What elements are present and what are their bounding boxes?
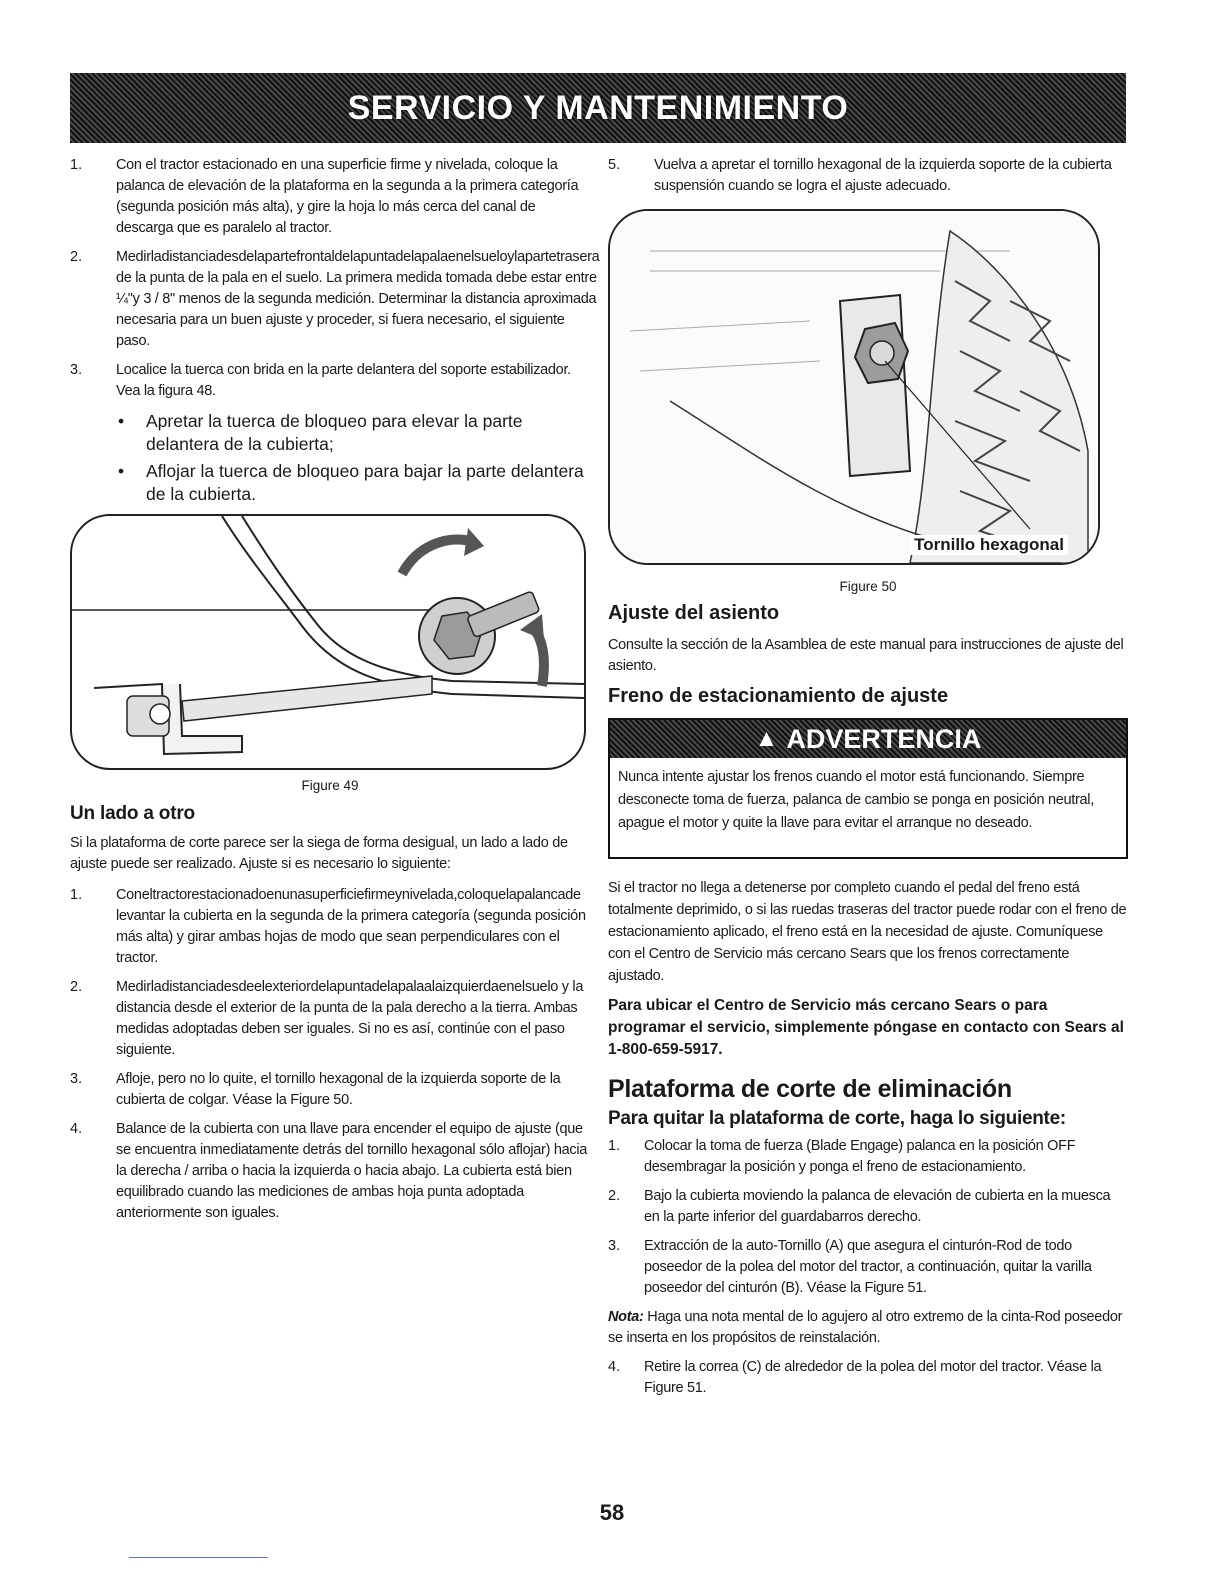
list-item: 4. Balance de la cubierta con una llave para encender el equipo de ajuste (que se encuentra inmediatamente detrás del tornillo hexagonal sólo aflojar) hacia la derecha / arriba o hacia la izquierda o hacia abajo. La cubierta está bien equilibrado cuando las mediciones de ambas hoja punta adoptada anteriormente son iguales.: [70, 1121, 588, 1221]
steps-list-5: [608, 155, 1128, 197]
left-column: [70, 155, 600, 1232]
heading-deck-removal: Plataforma de corte de eliminación: [608, 1075, 1012, 1103]
warning-text: Nunca intente ajustar los frenos cuando el motor está funcionando. Siempre desconecte toma de fuerza, palanca de cambio se ponga en posición neutral, apague el motor y quite la llave para evitar el arranque no deseado.: [618, 769, 1094, 831]
page-number: 58: [599, 1500, 625, 1525]
footer-rule: [129, 1557, 268, 1558]
warning-triangle-icon: ▲: [754, 725, 779, 752]
steps-list-4: [608, 1357, 1128, 1399]
warning-title: ADVERTENCIA: [786, 723, 982, 754]
heading-side-to-side: Un lado a otro: [70, 803, 195, 824]
list-item: 3. Localice la tuerca con brida en la parte delantera del soporte estabilizador. Vea la figura 48.: [70, 362, 571, 399]
list-item: 5. Vuelva a apretar el tornillo hexagonal de la izquierda soporte de la cubierta suspensión cuando se logra el ajuste adecuado.: [608, 157, 1112, 194]
section-banner: [70, 73, 1126, 143]
bullet-item: • Apretar la tuerca de bloqueo para elevar la parte delantera de la cubierta;: [118, 411, 523, 454]
figure-50-label: Tornillo hexagonal: [910, 535, 1068, 555]
bullet-list: [70, 410, 590, 506]
brake-text: Si el tractor no llega a detenerse por completo cuando el pedal del freno está totalmente deprimido, o si las ruedas traseras del tractor puede rodar con el freno de estacionamiento aplicado, el freno está en la necesidad de ajuste. Comuníquese con el Centro de Servicio más cercano Sears que los frenos correctamente ajustado.: [608, 880, 1127, 984]
steps-list-a: [70, 155, 600, 402]
subheading-deck-removal: Para quitar la plataforma de corte, haga lo siguiente:: [608, 1108, 1066, 1129]
figure-49-illustration: [70, 514, 586, 770]
side-intro-text: Si la plataforma de corte parece ser la siega de forma desigual, un lado a lado de ajuste puede ser realizado. Ajuste si es necesario lo siguiente:: [70, 835, 568, 872]
stabilizer-bracket-drawing: [72, 516, 584, 768]
hex-bolt-bracket-drawing: [610, 211, 1098, 563]
list-item: 1. Colocar la toma de fuerza (Blade Engage) palanca en la posición OFF desembragar la posición y ponga el freno de estacionamiento.: [608, 1138, 1076, 1175]
list-item: 2. Medirladistanciadesdelapartefrontaldelapuntadelapalaenelsueloylapartetrasera de la punta de la pala en el suelo. La primera medida tomada debe estar entre ¼"y 3 / 8" menos de la segunda medición. Determinar la distancia aproximada necesaria para un buen ajuste y proceder, si fuera necesario, el siguiente paso.: [70, 249, 600, 349]
figure-50-illustration: [608, 209, 1100, 565]
list-item: 2. Bajo la cubierta moviendo la palanca de elevación de cubierta en la muesca en la parte inferior del guardabarros derecho.: [608, 1188, 1111, 1225]
note-text: Nota: Haga una nota mental de lo agujero al otro extremo de la cinta-Rod poseedor se inserta en los propósitos de reinstalación.: [608, 1309, 1123, 1346]
figure-50-caption: Figure 50: [839, 579, 897, 594]
right-column: [608, 155, 1128, 1407]
list-item: 1. Coneltractorestacionadoenunasuperficiefirmeynivelada,coloquelapalancade levantar la cubierta en la segunda de la primera categoría (segunda posición más alta) y girar ambas hojas de modo que sean perpendiculares con el tractor.: [70, 887, 586, 966]
banner-title: SERVICIO Y MANTENIMIENTO: [347, 88, 849, 127]
seat-adjust-text: Consulte la sección de la Asamblea de este manual para instrucciones de ajuste del asiento.: [608, 637, 1124, 674]
list-item: 2. Medirladistanciadesdeelexteriordelapuntadelapalaalaizquierdaenelsuelo y la distancia desde el exterior de la punta de la pala derecho a la tierra. Ambas medidas adoptadas deben ser iguales. Si no es así, continúe con el paso siguiente.: [70, 979, 584, 1058]
note-label: Nota:: [608, 1309, 644, 1325]
bullet-item: • Aflojar la tuerca de bloqueo para bajar la parte delantera de la cubierta.: [118, 461, 584, 504]
list-item: 4. Retire la correa (C) de alrededor de la polea del motor del tractor. Véase la Figure 51.: [608, 1359, 1102, 1396]
list-item: 3. Afloje, pero no lo quite, el tornillo hexagonal de la izquierda soporte de la cubierta de colgar. Véase la Figure 50.: [70, 1071, 561, 1108]
steps-list-c: [608, 1136, 1128, 1299]
figure-49-caption: Figure 49: [301, 778, 359, 793]
sears-contact-text: Para ubicar el Centro de Servicio más cercano Sears o para programar el servicio, simplemente póngase en contacto con Sears al 1-800-659-5917.: [608, 997, 1124, 1058]
warning-box: [608, 718, 1128, 859]
heading-parking-brake: Freno de estacionamiento de ajuste: [608, 685, 949, 707]
list-item: 3. Extracción de la auto-Tornillo (A) que asegura el cinturón-Rod de todo poseedor de la polea del motor del tractor, a continuación, quitar la varilla poseedor del cinturón (B). Véase la Figure 51.: [608, 1238, 1092, 1296]
steps-list-b: [70, 885, 590, 1224]
heading-seat-adjust: Ajuste del asiento: [608, 602, 780, 624]
warning-header: [610, 720, 1126, 758]
list-item: 1. Con el tractor estacionado en una superficie firme y nivelada, coloque la palanca de elevación de la plataforma en la segunda a la primera categoría (segunda posición más alta), y gire la hoja lo más cerca del canal de descarga que es paralelo al tractor.: [70, 157, 579, 236]
